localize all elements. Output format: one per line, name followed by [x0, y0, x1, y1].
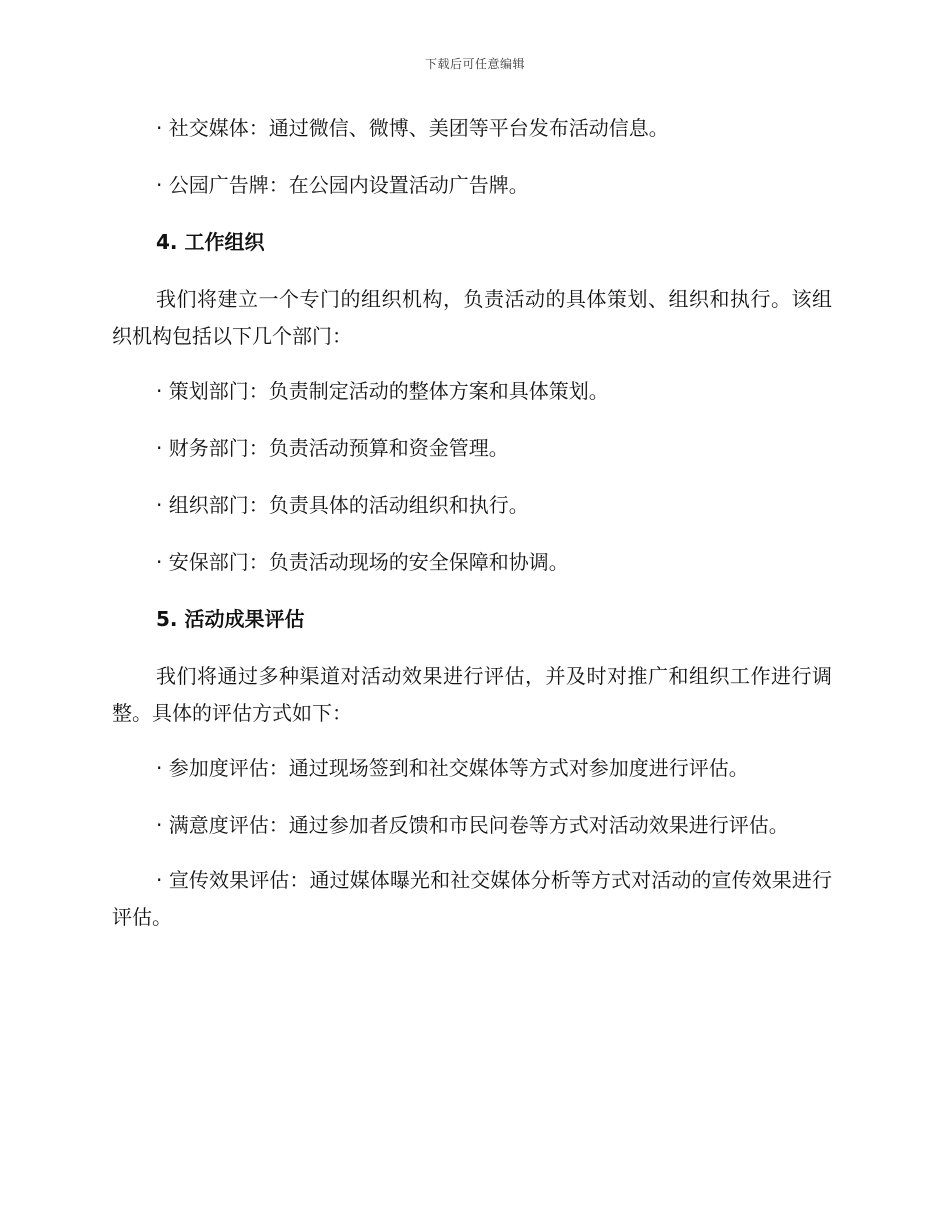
paragraph: 我们将通过多种渠道对活动效果进行评估，并及时对推广和组织工作进行调整。具体的评估方式如下： — [112, 664, 832, 725]
bullet-item: · 组织部门：负责具体的活动组织和执行。 — [156, 493, 529, 517]
bullet-item: · 社交媒体：通过微信、微博、美团等平台发布活动信息。 — [156, 116, 669, 140]
paragraph: 我们将建立一个专门的组织机构，负责活动的具体策划、组织和执行。该组织机构包括以下几个部门： — [112, 287, 832, 348]
bullet-item: · 宣传效果评估：通过媒体曝光和社交媒体分析等方式对活动的宣传效果进行评估。 — [112, 868, 832, 929]
bullet-item: · 策划部门：负责制定活动的整体方案和具体策划。 — [156, 379, 609, 403]
bullet-item: · 安保部门：负责活动现场的安全保障和协调。 — [156, 550, 569, 574]
bullet-item: · 满意度评估：通过参加者反馈和市民问卷等方式对活动效果进行评估。 — [156, 813, 789, 837]
bullet-item: · 参加度评估：通过现场签到和社交媒体等方式对参加度进行评估。 — [156, 756, 749, 780]
bullet-item: · 公园广告牌：在公园内设置活动广告牌。 — [156, 173, 529, 197]
section-heading: 5. 活动成果评估 — [156, 607, 305, 631]
header-note: 下载后可任意编辑 — [424, 57, 525, 71]
document-body — [112, 110, 832, 954]
bullet-item: · 财务部门：负责活动预算和资金管理。 — [156, 436, 509, 460]
section-heading: 4. 工作组织 — [156, 230, 265, 254]
